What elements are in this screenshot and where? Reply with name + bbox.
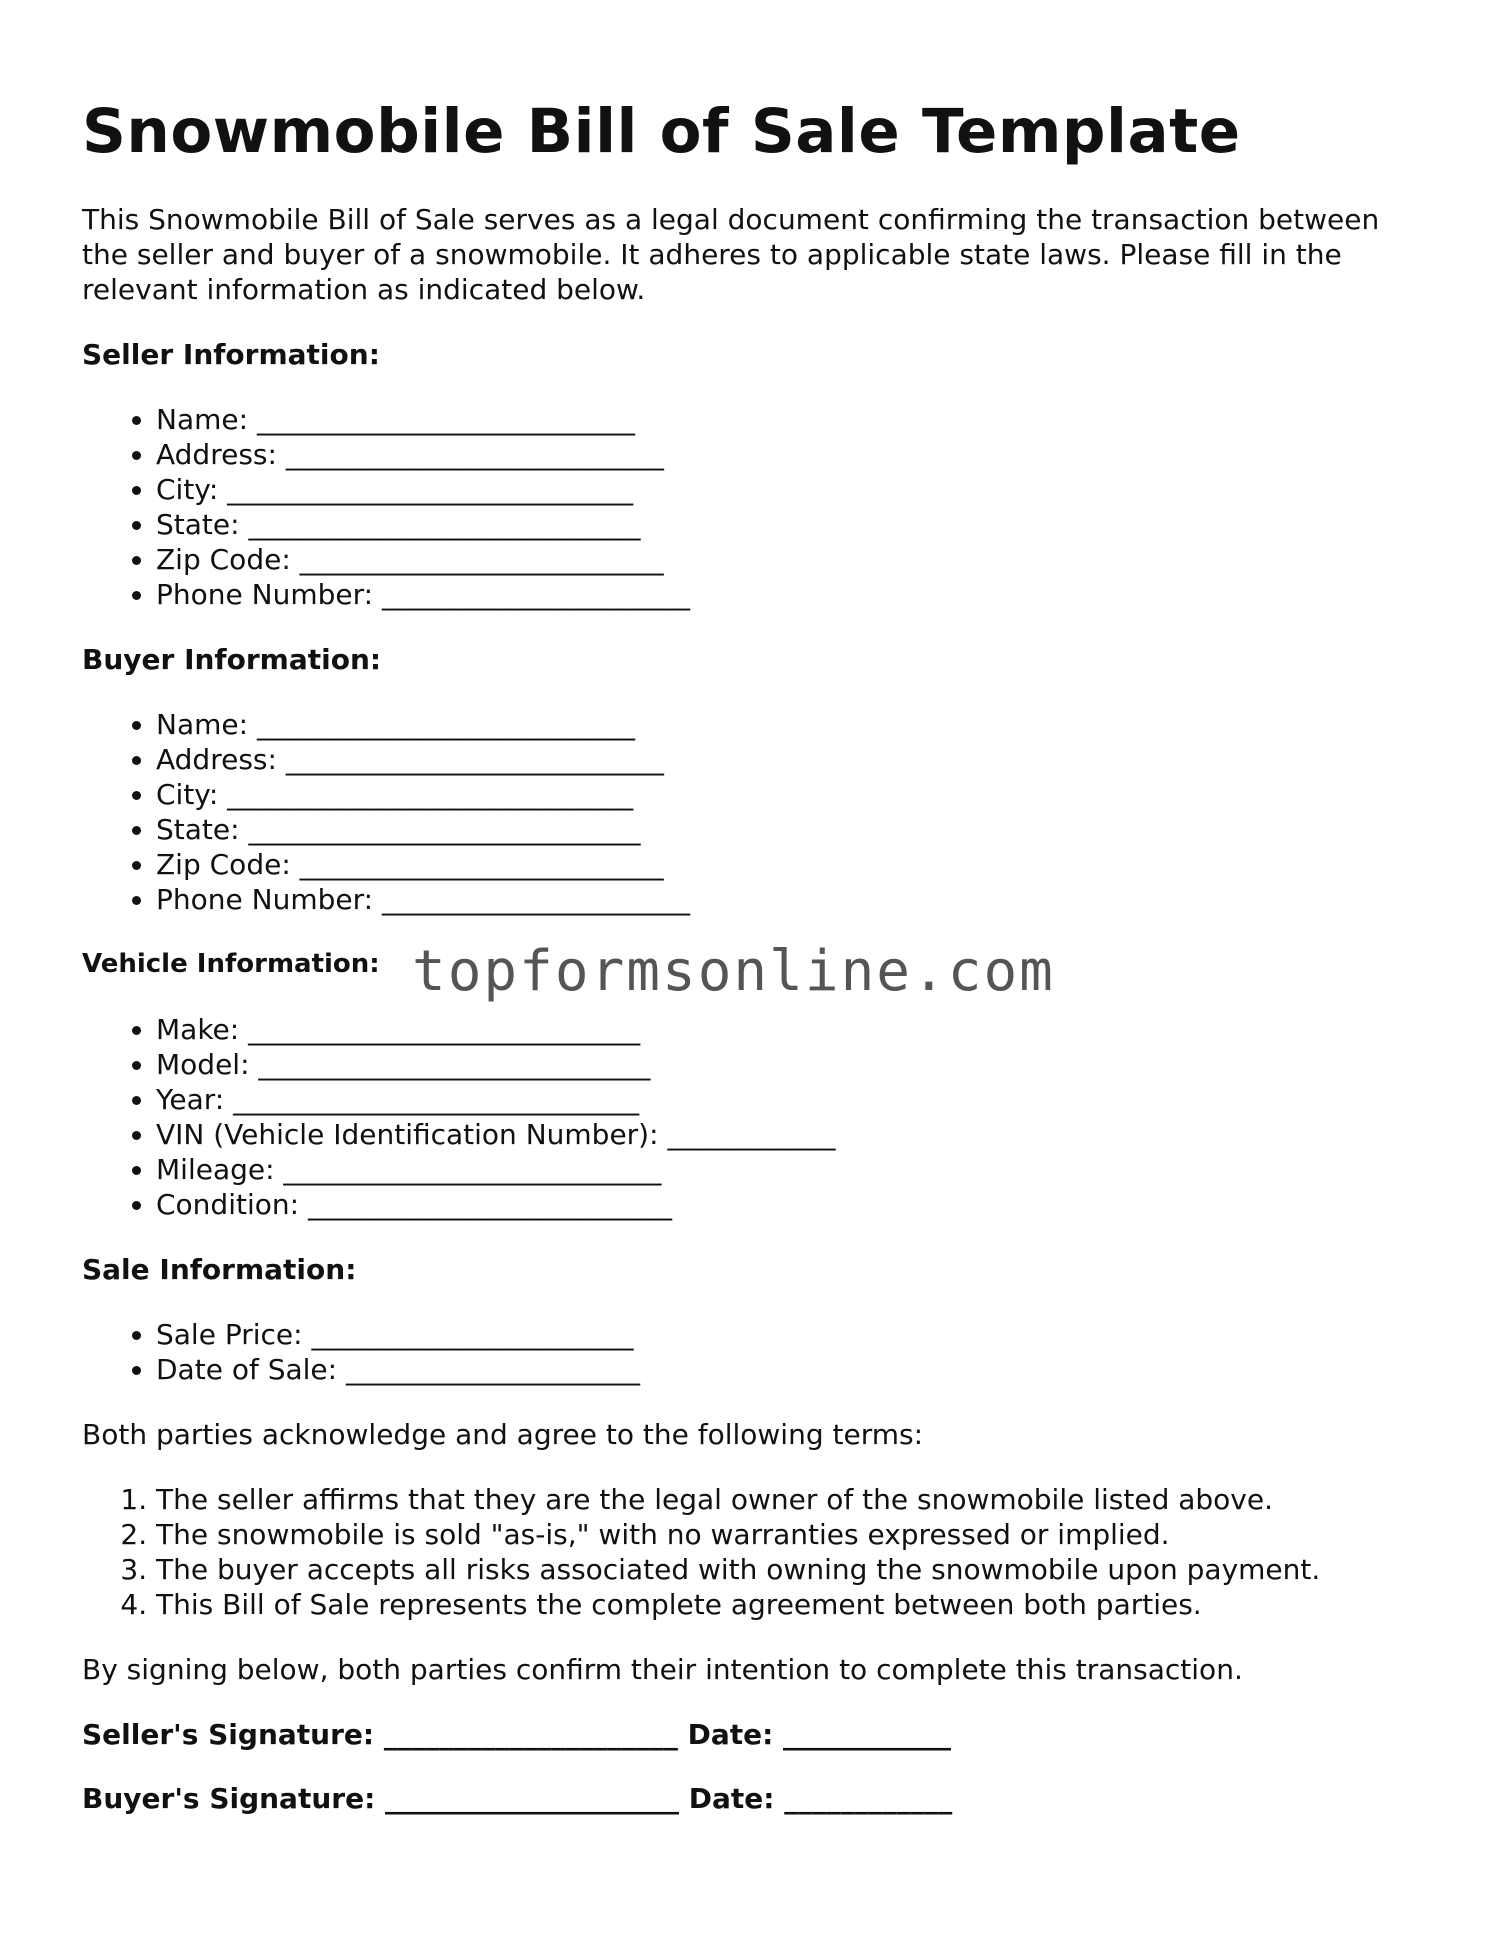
seller-signature-line: Seller's Signature: _____________________ Date: ____________: [82, 1718, 952, 1751]
buyer-city-field: • City: _____________________________: [156, 777, 1422, 812]
vehicle-year-field: • Year: _____________________________: [156, 1082, 1422, 1117]
buyer-heading: Buyer Information:: [82, 643, 382, 676]
sale-price-field: • Sale Price: _______________________: [156, 1317, 1422, 1352]
terms-list: [82, 1482, 1422, 1622]
seller-phone-field: • Phone Number: ______________________: [156, 577, 1422, 612]
watermark: topformsonline.com: [412, 939, 1055, 1004]
buyer-name-field: • Name: ___________________________: [156, 707, 1422, 742]
term-item: 2. The snowmobile is sold "as-is," with no warranties expressed or implied.: [156, 1517, 1422, 1552]
buyer-address-field: • Address: ___________________________: [156, 742, 1422, 777]
confirmation-text: By signing below, both parties confirm their intention to complete this transaction.: [82, 1653, 1243, 1686]
terms-lead: Both parties acknowledge and agree to the following terms:: [82, 1418, 924, 1451]
vehicle-make-field: • Make: ____________________________: [156, 1012, 1422, 1047]
vehicle-fields: [82, 1012, 1422, 1222]
buyer-signature-line: Buyer's Signature: _____________________ Date: ____________: [82, 1782, 953, 1815]
vehicle-mileage-field: • Mileage: ___________________________: [156, 1152, 1422, 1187]
seller-zip-field: • Zip Code: __________________________: [156, 542, 1422, 577]
term-item: 4. This Bill of Sale represents the complete agreement between both parties.: [156, 1587, 1422, 1622]
vehicle-vin-field: • VIN (Vehicle Identification Number): ____________: [156, 1117, 1422, 1152]
seller-city-field: • City: _____________________________: [156, 472, 1422, 507]
sale-heading: Sale Information:: [82, 1253, 357, 1286]
seller-state-field: • State: ____________________________: [156, 507, 1422, 542]
vehicle-heading: Vehicle Information:: [82, 949, 380, 979]
intro-paragraph: This Snowmobile Bill of Sale serves as a legal document confirming the transaction between the seller and buyer of a snowmobile. It adheres to applicable state laws. Please fill in the relevant information as indicated below.: [82, 203, 1380, 306]
vehicle-condition-field: • Condition: __________________________: [156, 1187, 1422, 1222]
buyer-fields: [82, 707, 1422, 917]
buyer-state-field: • State: ____________________________: [156, 812, 1422, 847]
seller-fields: [82, 402, 1422, 612]
seller-name-field: • Name: ___________________________: [156, 402, 1422, 437]
page-title: Snowmobile Bill of Sale Template: [82, 96, 1241, 167]
sale-date-field: • Date of Sale: _____________________: [156, 1352, 1422, 1387]
term-item: 1. The seller affirms that they are the legal owner of the snowmobile listed above.: [156, 1482, 1422, 1517]
buyer-phone-field: • Phone Number: ______________________: [156, 882, 1422, 917]
vehicle-model-field: • Model: ____________________________: [156, 1047, 1422, 1082]
seller-address-field: • Address: ___________________________: [156, 437, 1422, 472]
term-item: 3. The buyer accepts all risks associated with owning the snowmobile upon payment.: [156, 1552, 1422, 1587]
seller-heading: Seller Information:: [82, 338, 380, 371]
buyer-zip-field: • Zip Code: __________________________: [156, 847, 1422, 882]
sale-fields: [82, 1317, 1422, 1387]
